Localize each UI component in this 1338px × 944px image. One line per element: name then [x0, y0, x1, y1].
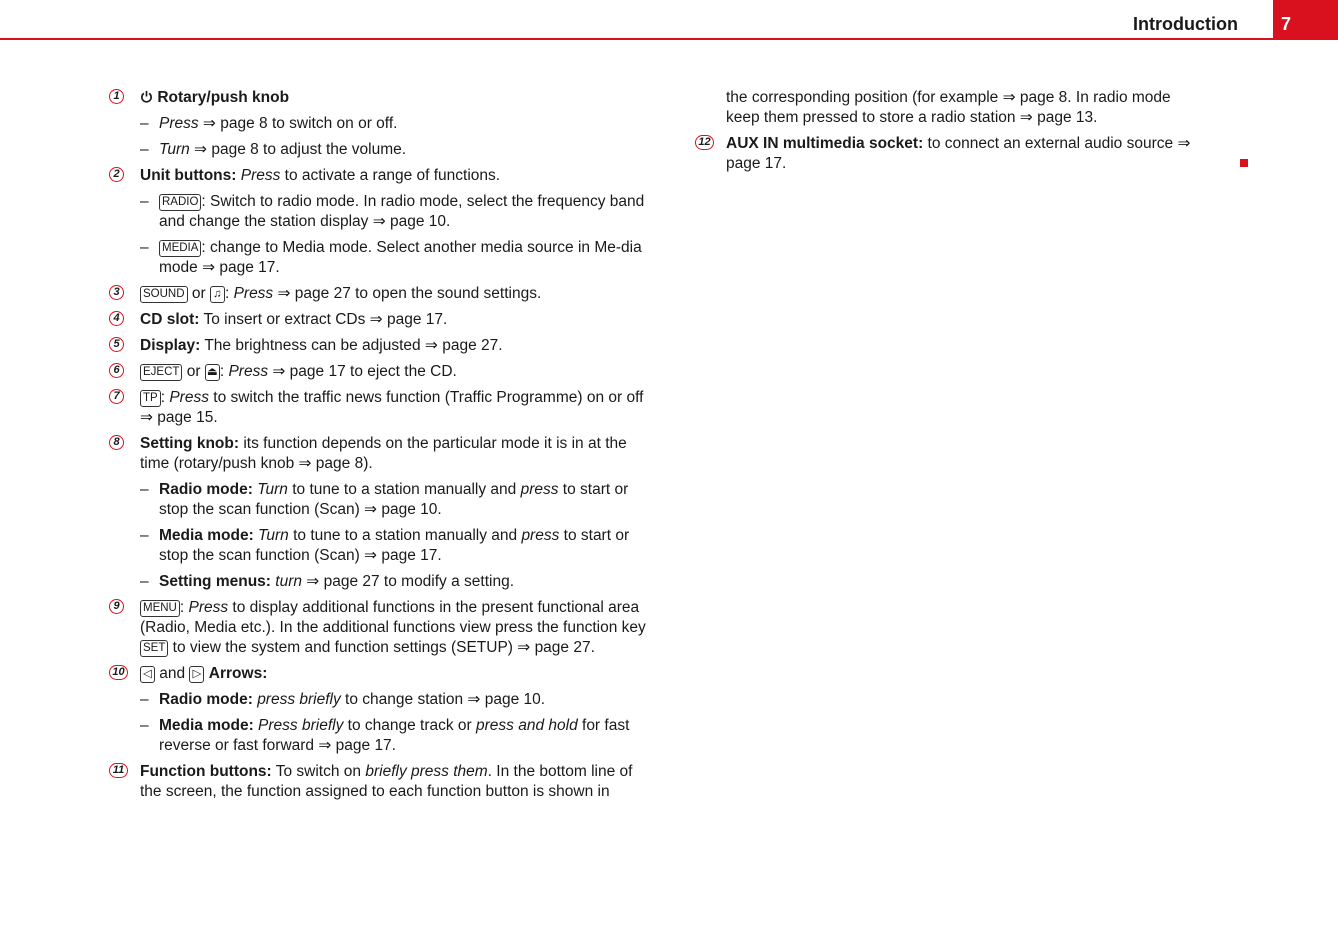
list-item: – Radio mode: Turn to tune to a station manually and press to start or stop the scan function (Scan) ⇒ page 10. — [140, 481, 629, 518]
right-column — [694, 88, 1199, 180]
power-icon — [140, 89, 153, 106]
item-8-subs — [108, 480, 653, 592]
menu-key: MENU — [140, 600, 180, 617]
list-item: – MEDIA : change to Media mode. Select another media source in Me-dia mode ⇒ page 17. — [140, 239, 642, 276]
item-10-subs — [108, 690, 653, 756]
left-column — [108, 88, 653, 808]
item-8: 8 Setting knob: its function depends on the particular mode it is in at the time (rotary/push knob ⇒ page 8). — [108, 434, 653, 474]
page-number-box — [1273, 0, 1338, 40]
tp-key: TP — [140, 390, 161, 407]
list-item: – Turn ⇒ page 8 to adjust the volume. — [140, 141, 407, 158]
callout-9: 9 — [109, 599, 124, 614]
item-12: 12 AUX IN multimedia socket: to connect an external audio source ⇒ page 17. — [694, 134, 1199, 174]
item-2: 2 Unit buttons: Press to activate a range of functions. — [108, 166, 653, 186]
radio-key: RADIO — [159, 194, 201, 211]
callout-2: 2 — [109, 167, 124, 182]
music-note-icon: ♫ — [210, 286, 225, 303]
item-4: 4 CD slot: To insert or extract CDs ⇒ page 17. — [108, 310, 653, 330]
item-1 — [108, 88, 653, 108]
page-title: Introduction — [1133, 14, 1238, 34]
item-11: 11 Function buttons: To switch on briefly press them. In the bottom line of the screen, the function assigned to each function button is shown in — [108, 762, 653, 802]
callout-5: 5 — [109, 337, 124, 352]
callout-12: 12 — [695, 135, 714, 150]
callout-3: 3 — [109, 285, 124, 300]
item-title: Rotary/push knob — [157, 89, 290, 106]
callout-8: 8 — [109, 435, 124, 450]
header-rule — [0, 38, 1338, 40]
list-item: – Setting menus: turn ⇒ page 27 to modify a setting. — [140, 573, 515, 590]
list-item: – Radio mode: press briefly to change station ⇒ page 10. — [140, 691, 546, 708]
list-item: – Media mode: Press briefly to change track or press and hold for fast reverse or fast forward ⇒ page 17. — [140, 717, 630, 754]
right-arrow-icon: ▷ — [189, 666, 204, 683]
callout-11: 11 — [109, 763, 128, 778]
callout-6: 6 — [109, 363, 124, 378]
list-item: – RADIO : Switch to radio mode. In radio mode, select the frequency band and change the station display ⇒ page 10. — [140, 193, 645, 230]
item-3: 3 SOUND or ♫ : Press ⇒ page 27 to open the sound settings. — [108, 284, 653, 304]
callout-10: 10 — [109, 665, 128, 680]
item-7: 7 TP : Press to switch the traffic news function (Traffic Programme) on or off ⇒ page 15. — [108, 388, 653, 428]
item-9: 9 MENU : Press to display additional functions in the present functional area (Radio, Media etc.). In the additional functions view press the function key SET to view the system and function settings (SETUP) ⇒ page 27. — [108, 598, 653, 658]
item-2-subs — [108, 192, 653, 278]
set-key: SET — [140, 640, 168, 657]
eject-key: EJECT — [140, 364, 182, 381]
item-1-subs — [108, 114, 653, 160]
page-number: 7 — [1281, 14, 1292, 34]
eject-icon: ⏏ — [205, 364, 220, 381]
item-10: 10 ◁ and ▷ Arrows: — [108, 664, 653, 684]
list-item: – Media mode: Turn to tune to a station manually and press to start or stop the scan function (Scan) ⇒ page 17. — [140, 527, 630, 564]
callout-4: 4 — [109, 311, 124, 326]
item-5: 5 Display: The brightness can be adjusted ⇒ page 27. — [108, 336, 653, 356]
item-11-continued: the corresponding position (for example ⇒ page 8. In radio mode keep them pressed to store a radio station ⇒ page 13. — [726, 89, 1171, 126]
callout-7: 7 — [109, 389, 124, 404]
list-item: – Press ⇒ page 8 to switch on or off. — [140, 115, 398, 132]
media-key: MEDIA — [159, 240, 201, 257]
left-arrow-icon: ◁ — [140, 666, 155, 683]
section-end-marker — [1240, 159, 1248, 167]
sound-key: SOUND — [140, 286, 188, 303]
callout-1: 1 — [109, 89, 124, 104]
item-6: 6 EJECT or ⏏ : Press ⇒ page 17 to eject the CD. — [108, 362, 653, 382]
